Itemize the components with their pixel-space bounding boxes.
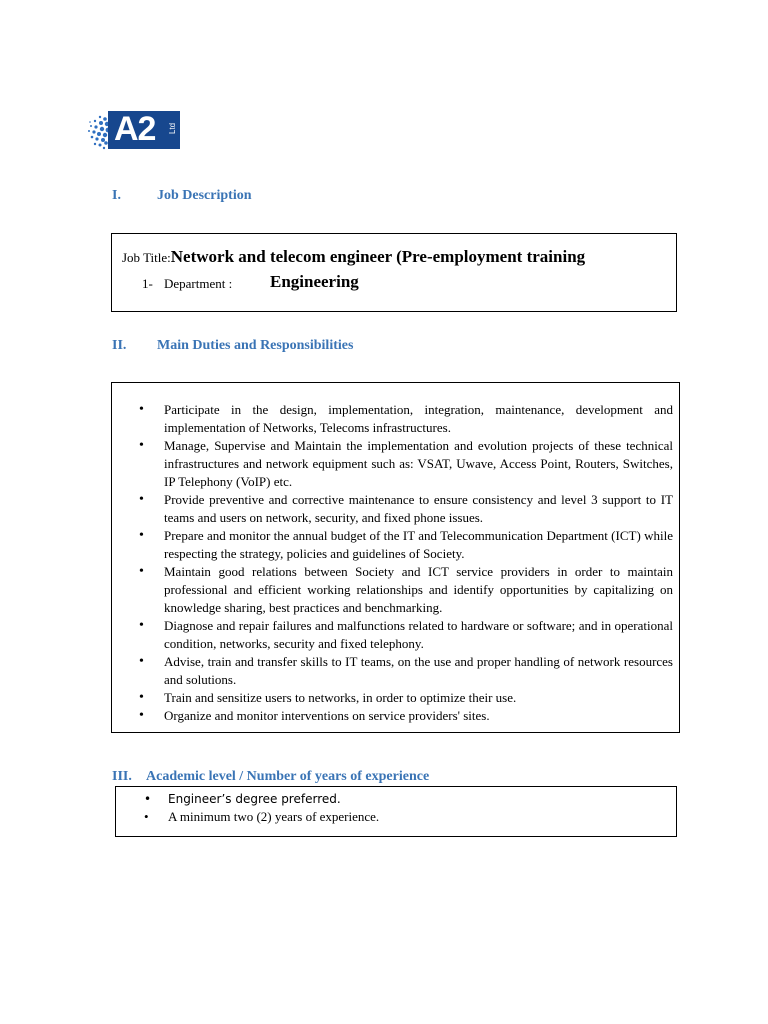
duty-item: • Train and sensitize users to networks, in order to optimize their use.: [137, 689, 673, 707]
department-value: Engineering: [270, 272, 359, 291]
duty-item: • Advise, train and transfer skills to IT teams, on the use and proper handling of network resources and solutions.: [137, 653, 673, 689]
requirement-item: • A minimum two (2) years of experience.: [142, 808, 662, 826]
logo-text: A2: [114, 110, 156, 148]
department-label: Department :: [164, 276, 233, 291]
duty-item: • Diagnose and repair failures and malfunctions related to hardware or software; and in operational condition, networks, security and fixed telephony.: [137, 617, 673, 653]
requirements-box: [115, 786, 677, 837]
job-title-line: [122, 247, 585, 267]
requirement-item: • Engineer’s degree preferred.: [142, 790, 662, 808]
duty-item: • Organize and monitor interventions on service providers' sites.: [137, 707, 673, 725]
duties-list: [137, 401, 673, 725]
requirements-list: [142, 790, 662, 826]
duty-item: • Participate in the design, implementation, integration, maintenance, development and implementation of Networks, Telecoms infrastructures.: [137, 401, 673, 437]
section-title: Main Duties and Responsibilities: [157, 338, 354, 353]
duties-box: [111, 382, 680, 733]
department-number: 1-: [142, 276, 153, 291]
job-title-box: [111, 233, 677, 312]
logo-suffix: Ltd: [168, 122, 177, 134]
duty-item: • Prepare and monitor the annual budget of the IT and Telecommunication Department (ICT) while respecting the strategy, policies and guidelines of Society.: [137, 527, 673, 563]
company-logo: [86, 108, 196, 152]
duty-item: • Provide preventive and corrective maintenance to ensure consistency and level 3 support to IT teams and users on network, security, and fixed phone issues.: [137, 491, 673, 527]
section-title: Job Description: [157, 188, 252, 203]
section-number: II.: [112, 338, 127, 353]
job-title-value: Network and telecom engineer (Pre-employment training: [170, 247, 586, 266]
job-title-label: Job Title:: [122, 250, 171, 265]
section-title: Academic level / Number of years of experience: [146, 769, 430, 784]
duty-item: • Manage, Supervise and Maintain the implementation and evolution projects of these technical infrastructures and network equipment such as: VSAT, Uwave, Access Point, Routers, Switches, IP Telephony (VoIP) etc.: [137, 437, 673, 491]
duty-item: • Maintain good relations between Society and ICT service providers in order to maintain professional and efficient working relationships and identify opportunities by capitalizing on knowledge sharing, best practices and benchmarking.: [137, 563, 673, 617]
section-number: III.: [112, 769, 132, 784]
section-number: I.: [112, 188, 121, 203]
